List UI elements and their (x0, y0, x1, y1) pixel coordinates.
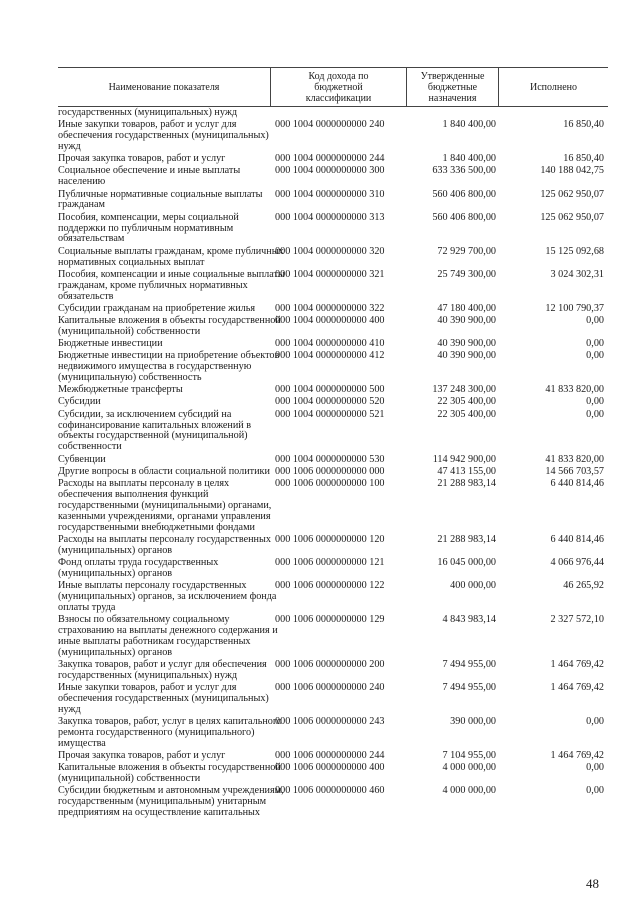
header-code-line: Код дохода по (308, 71, 369, 82)
row-code: 000 1004 0000000000 520 (275, 396, 385, 408)
row-approved: 47 180 400,00 (437, 302, 496, 314)
row-approved: 1 840 400,00 (442, 119, 496, 131)
row-name-line: страхованию на выплаты денежного содержания и (58, 624, 278, 636)
row-executed: 14 566 703,57 (545, 465, 604, 477)
row-approved: 22 305 400,00 (437, 408, 496, 420)
row-name (58, 785, 284, 819)
row-name-line: нормативных социальных выплат (58, 256, 205, 268)
row-approved: 21 288 983,14 (437, 477, 496, 489)
row-executed: 46 265,92 (563, 579, 604, 591)
row-code: 000 1004 0000000000 313 (275, 211, 385, 223)
row-name-line: обеспечения государственных (муниципальных) (58, 692, 269, 704)
row-name-line: Субсидии (58, 396, 101, 408)
row-code: 000 1004 0000000000 320 (275, 245, 385, 257)
row-name-line: казенными учреждениями, органами управления (58, 510, 271, 522)
row-executed: 0,00 (586, 715, 604, 727)
row-executed: 41 833 820,00 (545, 384, 604, 396)
row-name-line: (муниципальных) органов, за исключением фонда (58, 590, 277, 602)
row-approved: 21 288 983,14 (437, 533, 496, 545)
row-executed: 0,00 (586, 785, 604, 797)
row-executed: 1 464 769,42 (550, 749, 604, 761)
row-name-line: Закупка товаров, работ, услуг в целях капитального (58, 715, 282, 727)
row-name-line: поддержки по публичным нормативным (58, 222, 234, 234)
row-executed: 6 440 814,46 (550, 533, 604, 545)
page-number: 48 (586, 876, 599, 891)
row-name-line: обеспечения выполнения функций (58, 488, 209, 500)
row-name (58, 762, 281, 785)
row-name-line: государственных (муниципальных) нужд (58, 107, 238, 118)
row-code: 000 1004 0000000000 244 (275, 153, 385, 165)
row-name-line: (муниципальной) собственности (58, 325, 201, 337)
row-executed: 15 125 092,68 (545, 245, 604, 257)
row-code: 000 1006 0000000000 200 (275, 658, 385, 670)
row-executed: 1 464 769,42 (550, 681, 604, 693)
row-name-line: Прочая закупка товаров, работ и услуг (58, 153, 226, 165)
row-approved: 390 000,00 (450, 715, 496, 727)
row-name (58, 397, 273, 408)
row-name-line: Пособия, компенсации и иные социальные выплаты (58, 268, 285, 280)
row-executed: 0,00 (586, 314, 604, 326)
row-approved: 4 843 983,14 (442, 613, 496, 625)
row-approved: 4 000 000,00 (442, 762, 496, 774)
row-name-line: Публичные нормативные социальные выплаты (58, 188, 263, 200)
row-approved: 16 045 000,00 (437, 556, 496, 568)
row-name-line: (муниципальную) собственность (58, 372, 202, 383)
row-approved: 47 413 155,00 (437, 465, 496, 477)
row-executed: 0,00 (586, 408, 604, 420)
row-code: 000 1004 0000000000 500 (275, 384, 385, 396)
row-name-line: собственности (58, 441, 122, 453)
row-name (58, 190, 273, 212)
row-code: 000 1006 0000000000 100 (275, 477, 385, 489)
row-name-line: Социальное обеспечение и иные выплаты (58, 165, 241, 177)
row-name (58, 268, 285, 303)
row-name (58, 154, 273, 165)
row-code: 000 1006 0000000000 120 (275, 533, 385, 545)
row-name-line: государственным (муниципальным) унитарным (58, 796, 267, 808)
row-name (58, 467, 273, 478)
header-code-line: бюджетной (314, 82, 363, 93)
row-name (58, 715, 282, 750)
row-name-line: Закупка товаров, работ и услуг для обеспечения (58, 658, 267, 670)
row-name (58, 410, 273, 454)
row-approved: 1 840 400,00 (442, 153, 496, 165)
row-approved: 22 305 400,00 (437, 396, 496, 408)
row-name (58, 535, 273, 557)
row-approved: 72 929 700,00 (437, 245, 496, 257)
row-name-line: Иные закупки товаров, работ и услуг для (58, 119, 237, 131)
header-executed-text: Исполнено (529, 82, 577, 93)
row-code: 000 1004 0000000000 310 (275, 188, 385, 200)
row-approved: 400 000,00 (450, 579, 496, 591)
row-code: 000 1004 0000000000 300 (275, 165, 385, 177)
row-approved: 25 749 300,00 (437, 268, 496, 280)
header-approved-line: Утвержденные (420, 71, 485, 82)
header-top-border (58, 67, 608, 68)
row-name-line: предприятиям на осуществление капитальных (58, 807, 260, 818)
row-name-line: гражданам (58, 199, 105, 211)
row-executed: 6 440 814,46 (550, 477, 604, 489)
row-name-line: оплаты труда (58, 601, 116, 613)
row-executed: 3 024 302,31 (550, 268, 604, 280)
row-name-line: недвижимого имущества в государственную (58, 361, 252, 373)
row-executed: 125 062 950,07 (540, 211, 604, 223)
row-name-line: (муниципальной) собственности (58, 773, 201, 784)
row-name (58, 479, 273, 534)
row-name-line: нужд (58, 141, 81, 152)
header-name (58, 69, 270, 106)
row-code: 000 1004 0000000000 400 (275, 314, 385, 326)
row-name-line: Бюджетные инвестиции на приобретение объектов (58, 350, 280, 362)
row-name-line: государственными (муниципальными) органами, (58, 499, 272, 511)
header-name-text: Наименование показателя (108, 82, 220, 93)
row-name-line: (муниципальных) органов (58, 544, 173, 556)
row-approved: 560 406 800,00 (432, 211, 496, 223)
row-approved: 114 942 900,00 (432, 453, 496, 465)
row-executed: 2 327 572,10 (550, 613, 604, 625)
row-name-line: Бюджетные инвестиции (58, 338, 163, 349)
row-name-line: гражданам, кроме публичных нормативных (58, 279, 248, 291)
row-code: 000 1006 0000000000 240 (275, 681, 385, 693)
row-name (58, 579, 277, 614)
row-approved: 40 390 900,00 (437, 314, 496, 326)
row-name-line: государственными внебюджетными фондами (58, 521, 255, 533)
header-executed (499, 69, 608, 106)
row-name-line: Капитальные вложения в объекты государственной (58, 314, 281, 326)
row-name-line: Пособия, компенсации, меры социальной (58, 211, 239, 223)
row-name (58, 339, 273, 350)
row-name-line: обязательствам (58, 233, 125, 245)
row-executed: 16 850,40 (563, 153, 604, 165)
row-name-line: Фонд оплаты труда государственных (58, 556, 219, 568)
row-name-line: Взносы по обязательному социальному (58, 613, 230, 625)
row-code: 000 1004 0000000000 240 (275, 119, 385, 131)
row-name (58, 683, 273, 716)
row-code: 000 1004 0000000000 521 (275, 408, 385, 420)
row-approved: 40 390 900,00 (437, 350, 496, 362)
row-executed: 0,00 (586, 396, 604, 408)
row-executed: 41 833 820,00 (545, 453, 604, 465)
row-code: 000 1004 0000000000 412 (275, 350, 385, 362)
header-code-line: классификации (305, 93, 372, 104)
row-executed: 12 100 790,37 (545, 302, 604, 314)
row-name-line: Расходы на выплаты персоналу в целях (58, 477, 230, 489)
row-name-line: Иные выплаты персоналу государственных (58, 579, 247, 591)
row-name (58, 751, 273, 762)
row-name-line: объекты государственной (муниципальной) (58, 430, 248, 442)
row-name-line: Другие вопросы в области социальной политики (58, 465, 270, 477)
row-name-line: обязательств (58, 290, 114, 302)
row-executed: 0,00 (586, 338, 604, 349)
row-code: 000 1006 0000000000 400 (275, 762, 385, 774)
row-name-line: Иные закупки товаров, работ и услуг для (58, 681, 237, 693)
row-code: 000 1006 0000000000 460 (275, 785, 385, 797)
row-code: 000 1004 0000000000 322 (275, 302, 385, 314)
row-executed: 0,00 (586, 350, 604, 362)
row-approved: 7 494 955,00 (442, 658, 496, 670)
row-name-line: государственных (муниципальных) нужд (58, 669, 238, 681)
row-name (58, 213, 273, 246)
row-approved: 633 336 500,00 (432, 165, 496, 177)
row-name (58, 455, 273, 466)
row-approved: 7 104 955,00 (442, 749, 496, 761)
row-name (58, 304, 273, 315)
row-name-line: нужд (58, 703, 81, 715)
row-name (58, 166, 273, 188)
row-executed: 140 188 042,75 (540, 165, 604, 177)
row-name-line: Субсидии бюджетным и автономным учреждениям, (58, 785, 284, 797)
row-name-line: Капитальные вложения в объекты государственной (58, 762, 281, 774)
row-code: 000 1004 0000000000 321 (275, 268, 385, 280)
row-name-line: Прочая закупка товаров, работ и услуг (58, 749, 226, 761)
header-approved-line: бюджетные (427, 82, 478, 93)
row-name-line: Субсидии гражданам на приобретение жилья (58, 302, 256, 314)
row-executed: 16 850,40 (563, 119, 604, 131)
row-name (58, 385, 273, 396)
row-name-line: (муниципальных) органов (58, 567, 173, 579)
row-name (58, 660, 273, 682)
row-code: 000 1004 0000000000 530 (275, 453, 385, 465)
row-name (58, 108, 273, 119)
row-name-line: Субсидии, за исключением субсидий на (58, 408, 232, 420)
row-code: 000 1006 0000000000 122 (275, 579, 385, 591)
header-code (271, 69, 406, 106)
row-code: 000 1006 0000000000 121 (275, 556, 385, 568)
row-approved: 40 390 900,00 (437, 338, 496, 349)
row-name (58, 245, 284, 269)
row-name-line: населению (58, 176, 106, 188)
row-name (58, 314, 281, 338)
row-approved: 560 406 800,00 (432, 188, 496, 200)
row-name (58, 558, 273, 580)
row-name-line: обеспечения государственных (муниципальных) (58, 130, 269, 142)
header-approved (407, 69, 498, 106)
row-executed: 125 062 950,07 (540, 188, 604, 200)
row-approved: 137 248 300,00 (432, 384, 496, 396)
row-approved: 7 494 955,00 (442, 681, 496, 693)
row-approved: 4 000 000,00 (442, 785, 496, 797)
row-name-line: Расходы на выплаты персоналу государственных (58, 533, 271, 545)
row-name-line: Межбюджетные трансферты (58, 384, 183, 396)
row-code: 000 1006 0000000000 129 (275, 613, 385, 625)
row-executed: 4 066 976,44 (550, 556, 604, 568)
row-name-line: иные выплаты работникам государственных (58, 635, 251, 647)
row-code: 000 1006 0000000000 000 (275, 465, 385, 477)
row-code: 000 1006 0000000000 244 (275, 749, 385, 761)
header-approved-line: назначения (428, 93, 477, 104)
row-name (58, 350, 280, 384)
row-code: 000 1006 0000000000 243 (275, 715, 385, 727)
row-name (58, 120, 273, 153)
row-name-line: Социальные выплаты гражданам, кроме публичных (58, 245, 284, 257)
row-code: 000 1004 0000000000 410 (275, 338, 385, 349)
row-executed: 0,00 (586, 762, 604, 774)
row-name-line: ремонта государственного (муниципального) (58, 726, 255, 738)
row-executed: 1 464 769,42 (550, 658, 604, 670)
row-name-line: имущества (58, 737, 106, 749)
row-name-line: Субвенции (58, 453, 106, 465)
row-name-line: софинансирование капитальных вложений в (58, 419, 252, 431)
row-name (58, 613, 278, 659)
row-name-line: (муниципальных) органов (58, 646, 173, 658)
